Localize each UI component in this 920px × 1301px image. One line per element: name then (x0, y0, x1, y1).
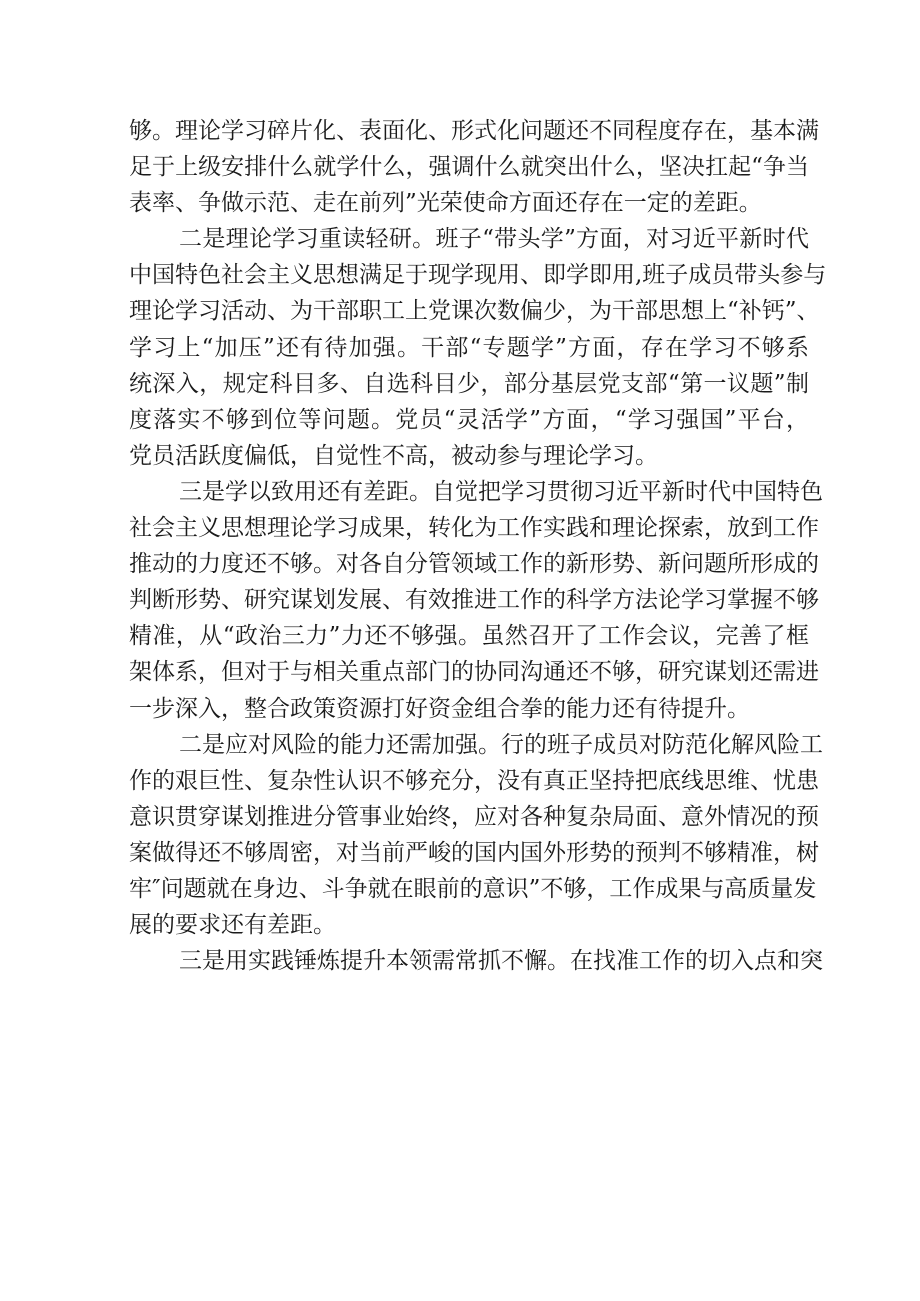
paragraph-apply-learning (129, 474, 823, 727)
text-line: 牢″问题就在身边、斗争就在眼前的意识”不够，工作成果与高质量发 (129, 875, 817, 902)
paragraph-continuation (129, 113, 819, 221)
text-line: 作的艰巨性、复杂性认识不够充分，没有真正坚持把底线思维、忧患 (129, 767, 819, 794)
paragraph-practice (129, 943, 823, 979)
text-line: 展的要求还有差距。 (129, 912, 336, 939)
text-line: 够。理论学习碎片化、表面化、形式化问题还不同程度存在，基本满 (129, 118, 819, 144)
text-line: 二是理论学习重读轻研。班子“带头学”方面，对习近平新时代 (179, 226, 809, 253)
text-line: 判断形势、研究谋划发展、有效推进工作的科学方法论学习掌握不够 (129, 587, 819, 614)
text-line: 统深入，规定科目多、自选科目少，部分基层党支部“第一议题”制 (129, 370, 809, 397)
text-line: 架体系，但对于与相关重点部门的协同沟通还不够，研究谋划还需进 (129, 659, 819, 686)
text-line: 三是用实践锤炼提升本领需常抓不懈。在找准工作的切入点和突 (179, 948, 823, 975)
text-line: 社会主义思想理论学习成果，转化为工作实践和理论探索，放到工作 (129, 515, 819, 542)
text-line: 理论学习活动、为干部职工上党课次数偏少，为干部思想上“补钙”、 (129, 298, 820, 325)
text-line: 党员活跃度偏低，自觉性不高，被动参与理论学习。 (129, 442, 658, 469)
text-line: 精准，从“政治三力”力还不够强。虽然召开了工作会议，完善了框 (129, 623, 809, 650)
body-text (129, 113, 827, 979)
paragraph-theory-study (129, 221, 827, 474)
text-line: 一步深入，整合政策资源打好资金组合拳的能力还有待提升。 (129, 695, 750, 722)
text-line: 意识贯穿谋划推进分管事业始终，应对各种复杂局面、意外情况的预 (129, 803, 819, 830)
text-line: 二是应对风险的能力还需加强。行的班子成员对防范化解风险工 (179, 731, 823, 758)
paragraph-risk-response (129, 727, 823, 944)
text-line: 度落实不够到位等问题。党员“灵活学”方面，“学习强国”平台， (129, 406, 809, 433)
text-line: 推动的力度还不够。对各自分管领域工作的新形势、新问题所形成的 (129, 551, 819, 578)
text-line: 中国特色社会主义思想满足于现学现用、即学即用,班子成员带头参与 (129, 262, 827, 289)
text-line: 足于上级安排什么就学什么，强调什么就突出什么，坚决扛起“争当 (129, 154, 809, 181)
text-line: 学习上“加压”还有待加强。干部“专题学”方面，存在学习不够系 (129, 334, 809, 361)
text-line: 案做得还不够周密，对当前严峻的国内国外形势的预判不够精准，树 (129, 839, 819, 866)
text-line: 表率、争做示范、走在前列”光荣使命方面还存在一定的差距。 (129, 190, 762, 217)
text-line: 三是学以致用还有差距。自觉把学习贯彻习近平新时代中国特色 (179, 478, 823, 505)
